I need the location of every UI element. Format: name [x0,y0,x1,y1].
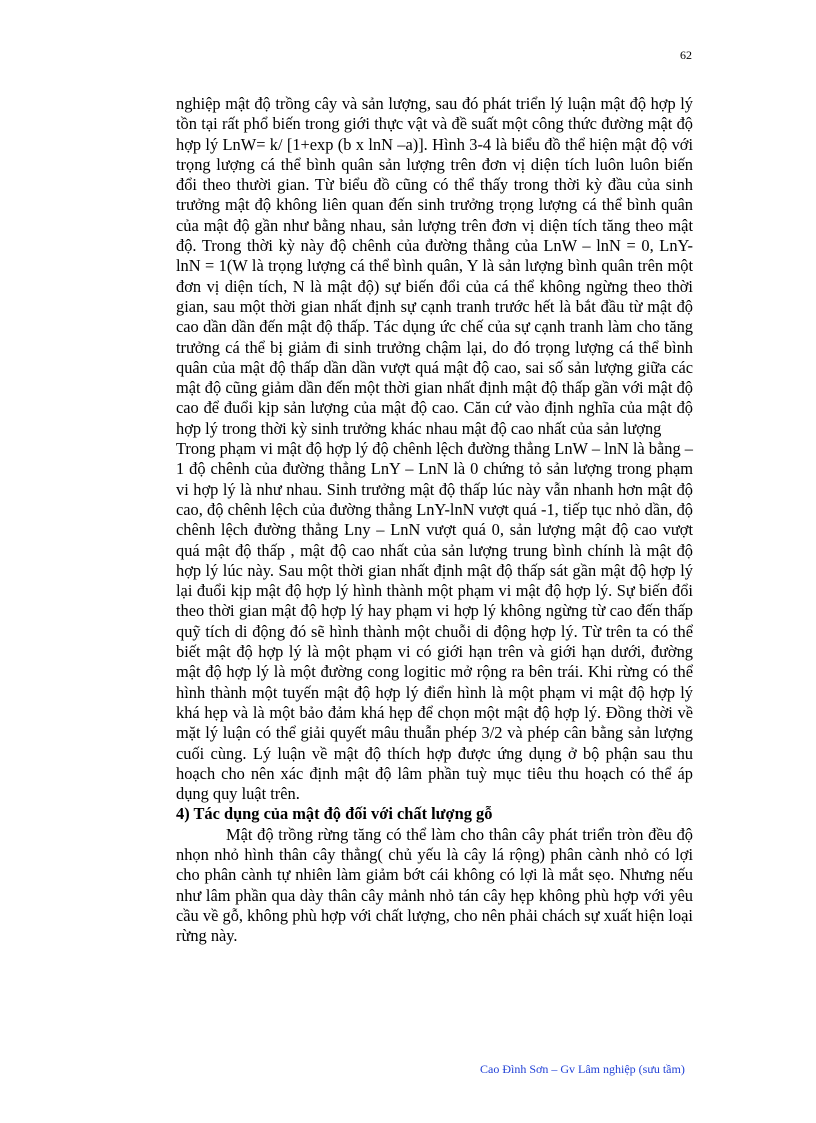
paragraph-2: Trong phạm vi mật độ hợp lý độ chênh lệch đường thẳng LnW – lnN là bằng –1 độ chênh của đường thẳng LnY – LnN là 0 chứng tỏ sản lượng trong phạm vi hợp lý là như nhau. Sinh trưởng mật độ thấp lúc này vẫn nhanh hơn mật độ cao, độ chênh lệch của đường thẳng LnY-lnN vượt quá -1, tiếp tục nhỏ dần, độ chênh lệch đường thẳng Lny – LnN vượt quá 0, sản lượng mật độ cao vượt quá mật độ thấp , mật độ cao nhất của sản lượng trung bình chính là mật độ hợp lý lúc này. Sau một thời gian nhất định mật độ thấp sát gần mật độ hợp lý lại đuổi kịp mật độ hợp lý hình thành một phạm vi mật độ hợp lý. Sự biến đổi theo thời gian mật độ hợp lý hay phạm vi hợp lý không ngừng từ cao đến thấp quỹ tích di động đó sẽ hình thành một chuỗi di động hợp lý. Từ trên ta có thể biết mật độ hợp lý là một phạm vi có giới hạn trên và giới hạn dưới, đường mật độ hợp lý là một đường cong logitic mở rộng ra bên trái. Khi rừng có thể hình thành một tuyến mật độ hợp lý điển hình là một phạm vi mật độ hợp lý khá hẹp và là một bảo đảm khá hẹp để chọn một mật độ hợp lý. Đồng thời về mặt lý luận có thể giải quyết mâu thuẫn phép 3/2 và phép cân bằng sản lượng cuối cùng. Lý luận về mật độ thích hợp được ứng dụng ở bộ phận sau thu hoạch cho nên xác định mật độ lâm phần tuỳ mục tiêu thu hoạch có thể áp dụng quy luật trên. [176,439,693,804]
paragraph-3: Mật độ trồng rừng tăng có thể làm cho thân cây phát triển tròn đều độ nhọn nhỏ hình thân cây thẳng( chủ yếu là cây lá rộng) phân cành nhỏ có lợi cho phân cành tự nhiên làm giảm bớt cái không có lợi là mắt sẹo. Nhưng nếu như lâm phần qua dày thân cây mảnh nhỏ tán cây hẹp không phù hợp với yêu cầu về gỗ, không phù hợp với chất lượng, cho nên phải chách sự xuất hiện loại rừng này. [176,824,693,946]
body-text [176,94,693,946]
page-number: 62 [680,48,692,62]
section-heading: 4) Tác dụng của mật độ đối với chất lượng gỗ [176,804,493,824]
footer-credit: Cao Đình Sơn – Gv Lâm nghiệp (sưu tầm) [480,1062,685,1076]
paragraph-1: nghiệp mật độ trồng cây và sản lượng, sau đó phát triển lý luận mật độ hợp lý tồn tại rất phổ biến trong giới thực vật và đề suất một công thức đường mật độ hợp lý LnW= k/ [1+exp (b x lnN –a)]. Hình 3-4 là biểu đồ thể hiện mật độ với trọng lượng cá thể bình quân sản lượng trên đơn vị diện tích luôn luôn biến đổi theo thười gian. Từ biểu đồ cũng có thể thấy trong thời kỳ đầu của sinh trưởng mật độ không liên quan đến sinh trưởng trọng lượng cá thể bình quân của mật độ gần như bằng nhau, sản lượng trên đơn vị diện tích tăng theo mật độ. Trong thời kỳ này độ chênh của đường thẳng của LnW – lnN = 0, LnY- lnN = 1(W là trọng lượng cá thể bình quân, Y là sản lượng bình quân trên một đơn vị diện tích, N là mật độ) sự biến đổi của cá thể không ngừng theo thời gian, sau một thời gian nhất định sự cạnh tranh trước hết là bắt đầu từ mật độ cao dần dần đến mật độ thấp. Tác dụng ức chế của sự cạnh tranh làm cho tăng trưởng cá thể bị giảm đi sinh trưởng chậm lại, do đó trọng lượng cá thể bình quân của mật độ thấp dần dần vượt quá mật độ cao, sai số sản lượng giữa các mật độ cũng giảm dần đến một thời gian nhất định mật độ thấp gần với mật độ cao để đuổi kịp sản lượng của mật độ cao. Căn cứ vào định nghĩa của mật độ hợp lý trong thời kỳ sinh trưởng khác nhau mật độ cao nhất của sản lượng [176,94,693,438]
